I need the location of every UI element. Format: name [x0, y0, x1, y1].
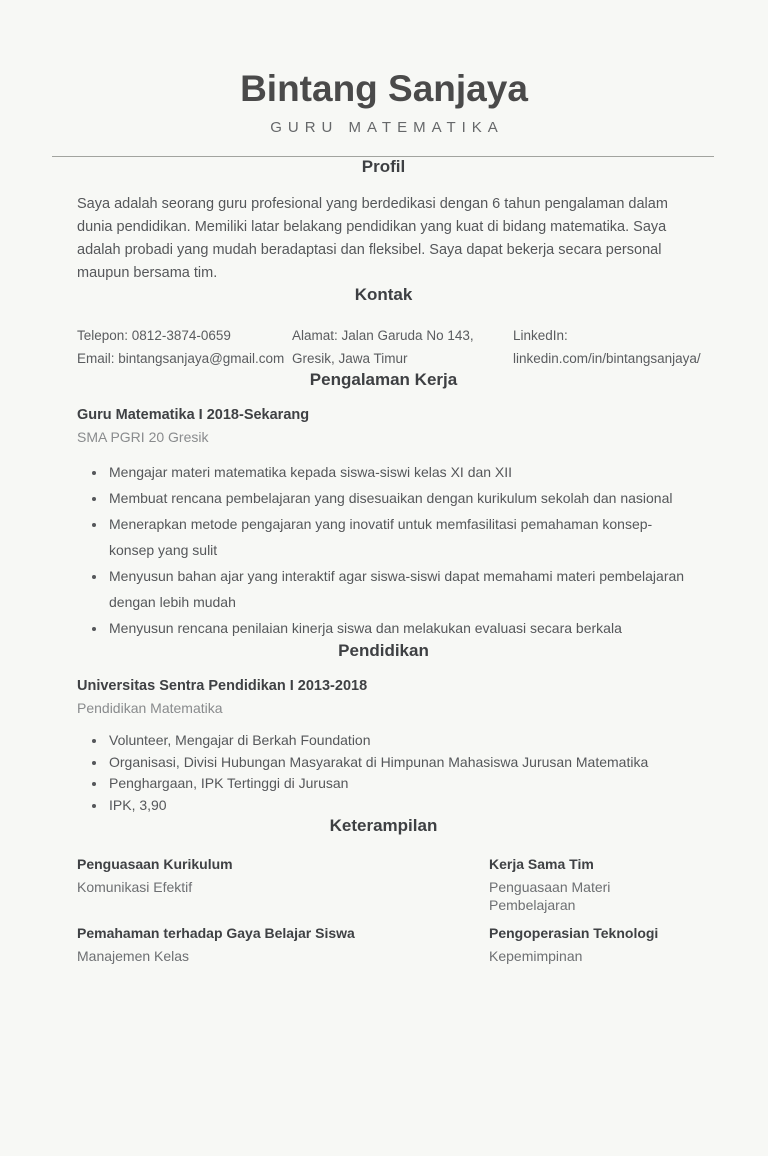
- contact-linkedin-url: linkedin.com/in/bintangsanjaya/: [513, 351, 701, 366]
- skill-name-primary: Kerja Sama Tim: [489, 856, 594, 872]
- section-keterampilan: [77, 816, 690, 965]
- education-highlights-list: [77, 730, 690, 816]
- section-pengalaman: [77, 370, 690, 641]
- resume-body: [0, 157, 768, 965]
- company-name: SMA PGRI 20 Gresik: [77, 429, 209, 445]
- skill-name-primary: Pemahaman terhadap Gaya Belajar Siswa: [77, 925, 355, 941]
- section-pendidikan: [77, 641, 690, 816]
- section-profil: [77, 157, 690, 285]
- profil-heading: Profil: [361, 157, 406, 176]
- skill-item: [489, 855, 690, 914]
- contact-linkedin-label: LinkedIn:: [513, 328, 568, 343]
- skill-name-secondary: Manajemen Kelas: [77, 948, 190, 964]
- profil-text: Saya adalah seorang guru profesional yang berdedikasi dengan 6 tahun pengalaman dalam dunia pendidikan. Memiliki latar belakang pendidikan yang kuat di bidang matematika. Saya adalah probadi yang mudah beradaptasi dan fleksibel. Saya dapat bekerja secara personal maupun bersama tim.: [77, 196, 668, 281]
- contact-address-cell: [292, 324, 513, 370]
- keterampilan-heading: Keterampilan: [329, 816, 438, 835]
- candidate-title: GURU MATEMATIKA: [270, 119, 504, 136]
- skill-item: [77, 924, 489, 965]
- education-highlight-item: • Penghargaan, IPK Tertinggi di Jurusan: [107, 773, 690, 795]
- education-highlight-item: • Organisasi, Divisi Hubungan Masyarakat di Himpunan Mahasiswa Jurusan Matematika: [107, 752, 690, 774]
- skills-grid: [77, 855, 690, 965]
- skill-name-primary: Pengoperasian Teknologi: [489, 925, 659, 941]
- skill-item: [77, 855, 489, 914]
- skill-name-secondary: Komunikasi Efektif: [77, 879, 193, 895]
- section-kontak: [77, 285, 701, 370]
- skill-item: [489, 924, 690, 965]
- contact-grid: [77, 324, 701, 370]
- contact-linkedin-cell: [513, 324, 701, 370]
- contact-phone-email: [77, 324, 292, 370]
- education-highlight-item: • IPK, 3,90: [107, 795, 690, 817]
- job-duties-list: [77, 459, 690, 641]
- skill-name-primary: Penguasaan Kurikulum: [77, 856, 233, 872]
- contact-phone: Telepon: 0812-3874-0659: [77, 328, 231, 343]
- job-title: Guru Matematika I 2018-Sekarang: [77, 407, 310, 423]
- job-duty-item: • Menyusun bahan ajar yang interaktif agar siswa-siswi dapat memahami materi pembelajaran dengan lebih mudah: [107, 563, 690, 615]
- job-duty-item: • Membuat rencana pembelajaran yang disesuaikan dengan kurikulum sekolah dan nasional: [107, 485, 690, 511]
- job-duty-item: • Menyusun rencana penilaian kinerja siswa dan melakukan evaluasi secara berkala: [107, 615, 690, 641]
- pengalaman-heading: Pengalaman Kerja: [309, 370, 458, 389]
- contact-address: Alamat: Jalan Garuda No 143, Gresik, Jawa Timur: [292, 328, 474, 366]
- skill-name-secondary: Penguasaan Materi Pembelajaran: [489, 879, 611, 913]
- job-duty-item: • Menerapkan metode pengajaran yang inovatif untuk memfasilitasi pemahaman konsep-konsep yang sulit: [107, 511, 690, 563]
- contact-email: Email: bintangsanjaya@gmail.com: [77, 351, 285, 366]
- pendidikan-heading: Pendidikan: [338, 641, 429, 660]
- resume-page: [0, 70, 768, 1156]
- candidate-name: Bintang Sanjaya: [240, 68, 528, 109]
- education-highlight-item: • Volunteer, Mengajar di Berkah Foundation: [107, 730, 690, 752]
- kontak-heading: Kontak: [354, 285, 413, 304]
- education-title: Universitas Sentra Pendidikan I 2013-2018: [77, 678, 368, 694]
- education-major: Pendidikan Matematika: [77, 700, 223, 716]
- skill-name-secondary: Kepemimpinan: [489, 948, 583, 964]
- job-duty-item: • Mengajar materi matematika kepada siswa-siswi kelas XI dan XII: [107, 459, 690, 485]
